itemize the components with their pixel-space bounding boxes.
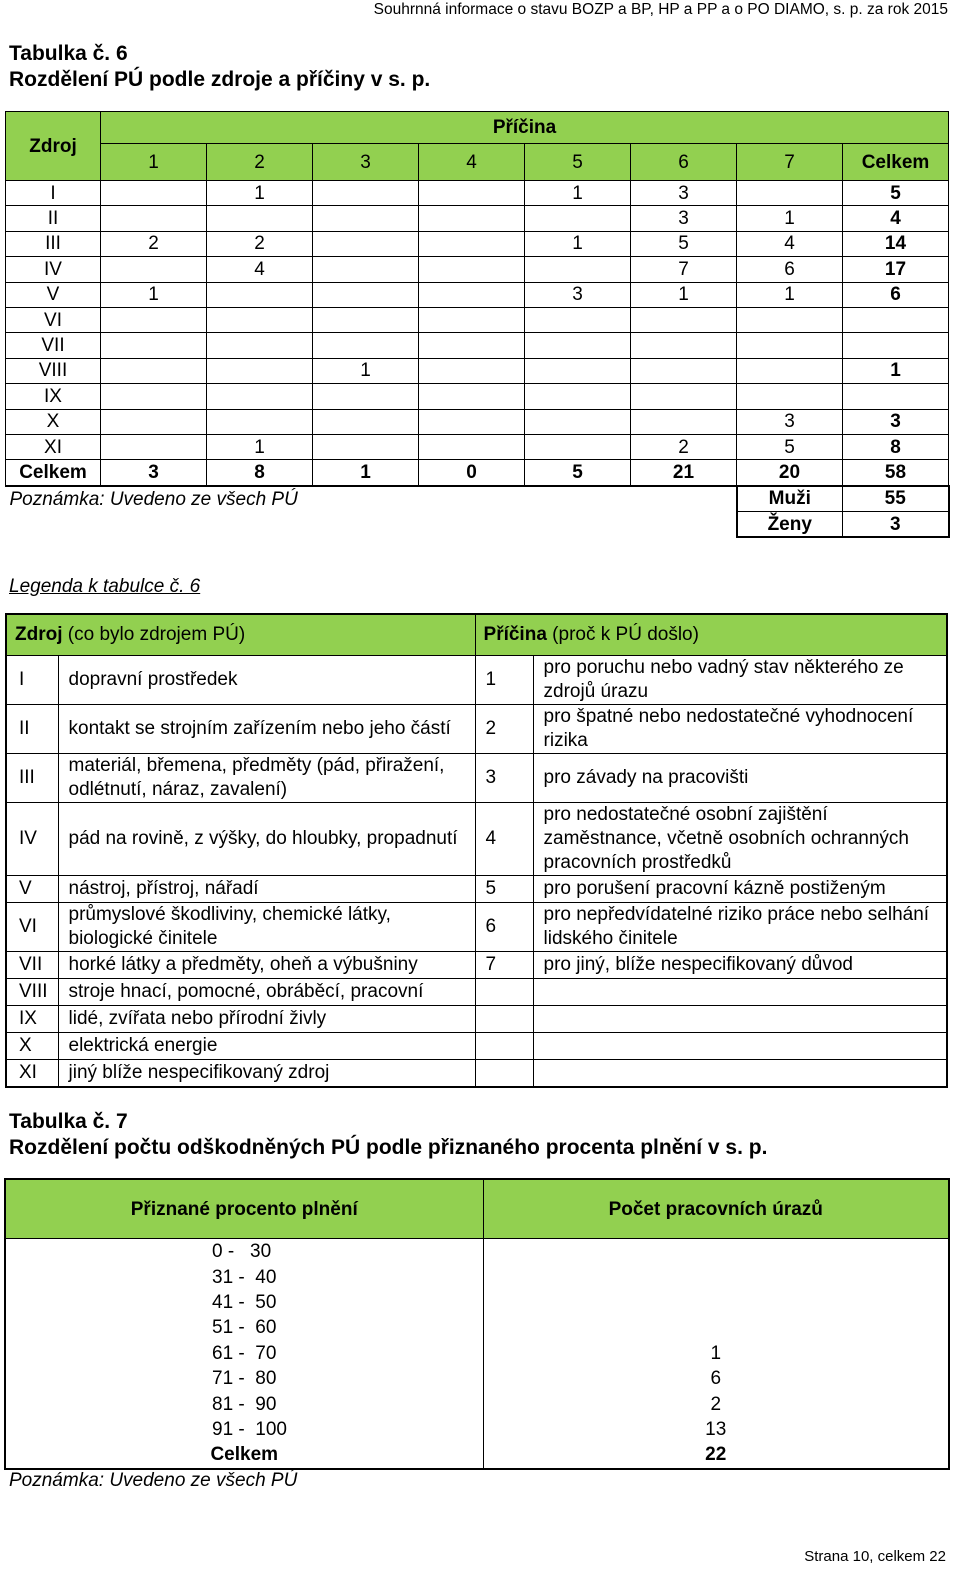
row-total-cell [843,333,949,358]
total-cell: 58 [843,460,949,486]
table-cell [737,333,843,358]
table6-label: Tabulka č. 6 [9,42,128,65]
table-cell [419,409,525,434]
table-cell [525,358,631,383]
legend-row [6,656,947,705]
table7-caption: Rozdělení počtu odškodněných PÚ podle přiznaného procenta plnění v s. p. [9,1136,768,1159]
table-cell [419,181,525,206]
table7-note: Poznámka: Uvedeno ze všech PÚ [9,1470,298,1491]
legend-zdroj: průmyslové škodliviny, chemické látky, biologické činitele [58,903,475,952]
legend-pricina: pro závady na pracovišti [533,754,947,803]
legend-zdroj: stroje hnací, pomocné, obráběcí, pracovní [58,979,475,1006]
total-cell: 1 [313,460,419,486]
range-cell: 0 - 30 [5,1239,483,1265]
table-row [6,333,949,358]
table-cell: 2 [631,434,737,459]
table-cell [525,409,631,434]
legend-title: Legenda k tabulce č. 6 [9,576,201,597]
table-cell: 1 [631,282,737,307]
total-row [6,460,949,486]
total-row [5,1442,949,1468]
total-cell: 21 [631,460,737,486]
legend-zdroj: lidé, zvířata nebo přírodní živly [58,1006,475,1033]
table-cell: 1 [737,206,843,231]
col-header: 2 [207,144,313,181]
table-cell [313,282,419,307]
table-cell: 3 [631,206,737,231]
range-cell: 51 - 60 [5,1315,483,1340]
table-cell [631,384,737,409]
table-cell: 3 [525,282,631,307]
count-cell: 1 [483,1341,949,1366]
table-cell [207,206,313,231]
table-cell [419,434,525,459]
table-cell [101,181,207,206]
table-row [5,1417,949,1442]
row-total-cell: 14 [843,231,949,256]
count-cell: 13 [483,1417,949,1442]
table-row [5,1341,949,1366]
spacer [6,512,737,538]
table-row [5,1315,949,1340]
table-cell: 4 [737,231,843,256]
table-cell: 1 [525,231,631,256]
table-row [5,1239,949,1265]
row-label: VII [6,333,101,358]
range-cell: 31 - 40 [5,1264,483,1289]
muzi-label: Muži [737,486,843,512]
table-row [5,1366,949,1391]
col-header: 7 [737,144,843,181]
legend-code: I [6,656,58,705]
t7-col2-header: Počet pracovních úrazů [483,1179,949,1239]
legend-zdroj: nástroj, přístroj, nářadí [58,876,475,903]
row-total-cell: 5 [843,181,949,206]
table-cell [313,409,419,434]
legend-row [6,803,947,876]
legend-row [6,1060,947,1088]
table-cell [207,384,313,409]
row-label: VIII [6,358,101,383]
row-total-cell: 8 [843,434,949,459]
legend-num: 7 [475,952,533,979]
legend-zdroj: horké látky a předměty, oheň a výbušniny [58,952,475,979]
legend-row [6,979,947,1006]
legend-pricina [533,1060,947,1088]
table-cell [737,384,843,409]
total-label: Celkem [6,460,101,486]
table-cell [525,434,631,459]
legend-row [6,1006,947,1033]
table-cell: 1 [525,181,631,206]
row-total-cell [843,384,949,409]
table-cell: 5 [737,434,843,459]
total-cell: 0 [419,460,525,486]
table-row [6,358,949,383]
table-cell [101,358,207,383]
table-cell [101,409,207,434]
range-cell: 91 - 100 [5,1417,483,1442]
legend-row [6,754,947,803]
legend-zdroj: pád na rovině, z výšky, do hloubky, propadnutí [58,803,475,876]
row-total-cell: 6 [843,282,949,307]
legend-code: XI [6,1060,58,1088]
table-cell [525,307,631,332]
legend-pricina [533,1033,947,1060]
table-cell [313,434,419,459]
legend-pricina: pro porušení pracovní kázně postiženým [533,876,947,903]
table-cell [313,257,419,282]
table7-label: Tabulka č. 7 [9,1110,128,1133]
range-cell: 61 - 70 [5,1341,483,1366]
muzi-value: 55 [843,486,949,512]
legend-code: II [6,705,58,754]
t7-col1-header: Přiznané procento plnění [5,1179,483,1239]
row-label: II [6,206,101,231]
legend-code: V [6,876,58,903]
legend-zdroj: kontakt se strojním zařízením nebo jeho částí [58,705,475,754]
table-cell [207,409,313,434]
legend-pricina: pro nepředvídatelné riziko práce nebo selhání lidského činitele [533,903,947,952]
row-total-cell: 3 [843,409,949,434]
table-cell [525,333,631,358]
table-cell [419,282,525,307]
col-header: 6 [631,144,737,181]
table-cell: 1 [101,282,207,307]
table-cell [631,333,737,358]
page-footer: Strana 10, celkem 22 [804,1548,946,1565]
table7-title [9,1109,767,1161]
table-row [6,384,949,409]
table6-caption: Rozdělení PÚ podle zdroje a příčiny v s. p. [9,68,431,91]
table6 [5,111,950,538]
legend-num [475,1060,533,1088]
legend-zdroj: elektrická energie [58,1033,475,1060]
table-cell [101,206,207,231]
table-cell [313,181,419,206]
table-cell [737,307,843,332]
range-cell: 71 - 80 [5,1366,483,1391]
row-label: IX [6,384,101,409]
table-cell: 3 [737,409,843,434]
table-cell [313,307,419,332]
table-cell [313,231,419,256]
table-cell: 1 [207,434,313,459]
legend-num: 1 [475,656,533,705]
row-label: XI [6,434,101,459]
legend-row [6,952,947,979]
zeny-value: 3 [843,512,949,538]
t7-total-label: Celkem [5,1442,483,1468]
legend-code: III [6,754,58,803]
table7 [4,1178,950,1470]
col-header: 4 [419,144,525,181]
table-cell [313,333,419,358]
legend-zdroj: jiný blíže nespecifikovaný zdroj [58,1060,475,1088]
table-cell [207,307,313,332]
legend-num: 4 [475,803,533,876]
legend-row [6,1033,947,1060]
col-header: 1 [101,144,207,181]
legend-row [6,903,947,952]
legend-pricina [533,1006,947,1033]
row-total-cell: 17 [843,257,949,282]
table-cell [419,333,525,358]
legend-code: X [6,1033,58,1060]
table-cell [631,307,737,332]
table-row [6,206,949,231]
table-cell: 1 [313,358,419,383]
legend-pricina: pro špatné nebo nedostatečné vyhodnocení rizika [533,705,947,754]
legend-num: 5 [475,876,533,903]
table-cell [419,231,525,256]
legend-zdroj-header: Zdroj (co bylo zdrojem PÚ) [6,614,475,656]
row-label: VI [6,307,101,332]
zeny-label: Ženy [737,512,843,538]
table-cell [101,434,207,459]
legend-code: IX [6,1006,58,1033]
row-label: IV [6,257,101,282]
legend-num: 6 [475,903,533,952]
count-cell [483,1264,949,1289]
table-row [6,307,949,332]
table-cell [419,384,525,409]
legend-zdroj: dopravní prostředek [58,656,475,705]
row-label: I [6,181,101,206]
legend-code: VI [6,903,58,952]
table-cell [101,307,207,332]
row-total-cell: 4 [843,206,949,231]
page-header: Souhrnná informace o stavu BOZP a BP, HP a PP a o PO DIAMO, s. p. za rok 2015 [373,1,948,18]
count-cell: 2 [483,1391,949,1416]
table-cell: 1 [737,282,843,307]
table-cell: 5 [631,231,737,256]
table-cell: 3 [631,181,737,206]
pricina-header: Příčina [101,112,949,144]
table-row [5,1290,949,1315]
table-cell [207,333,313,358]
table-row [6,282,949,307]
table-cell [207,358,313,383]
row-label: III [6,231,101,256]
legend-num [475,979,533,1006]
table-cell [525,384,631,409]
row-total-cell [843,307,949,332]
count-cell [483,1239,949,1265]
legend-num [475,1033,533,1060]
legend-num: 3 [475,754,533,803]
table-cell: 2 [207,231,313,256]
table-cell: 7 [631,257,737,282]
table-row [6,231,949,256]
legend-pricina-header: Příčina (proč k PÚ došlo) [475,614,947,656]
legend-zdroj: materiál, břemena, předměty (pád, přiražení, odlétnutí, náraz, zavalení) [58,754,475,803]
total-cell: 8 [207,460,313,486]
range-cell: 41 - 50 [5,1290,483,1315]
table-cell [101,333,207,358]
count-cell [483,1315,949,1340]
legend-pricina: pro nedostatečné osobní zajištění zaměstnance, včetně osobních ochranných pracovních prostředků [533,803,947,876]
table-cell [737,181,843,206]
total-cell: 5 [525,460,631,486]
legend-pricina: pro poruchu nebo vadný stav některého ze zdrojů úrazu [533,656,947,705]
table6-title [9,41,430,93]
row-label: X [6,409,101,434]
table-row [6,409,949,434]
table-cell [101,384,207,409]
table-cell [419,257,525,282]
total-cell: 3 [101,460,207,486]
table6-note: Poznámka: Uvedeno ze všech PÚ [9,488,298,510]
table-cell: 2 [101,231,207,256]
legend-pricina: pro jiný, blíže nespecifikovaný důvod [533,952,947,979]
legend-pricina [533,979,947,1006]
table-cell [207,282,313,307]
col-header: 5 [525,144,631,181]
table-cell [631,409,737,434]
row-label: V [6,282,101,307]
table-cell: 4 [207,257,313,282]
table-cell [313,206,419,231]
table-cell [631,358,737,383]
table-cell [525,206,631,231]
legend-row [6,876,947,903]
zdroj-header: Zdroj [6,112,101,181]
legend-table [5,613,948,1088]
col-header: 3 [313,144,419,181]
table-cell [313,384,419,409]
table-cell: 1 [207,181,313,206]
table-cell [419,206,525,231]
t7-total-value: 22 [483,1442,949,1468]
table-cell [101,257,207,282]
table-row [5,1264,949,1289]
legend-code: VII [6,952,58,979]
row-total-cell: 1 [843,358,949,383]
range-cell: 81 - 90 [5,1391,483,1416]
legend-code: IV [6,803,58,876]
table-row [6,181,949,206]
legend-code: VIII [6,979,58,1006]
table-cell [419,307,525,332]
table-cell [419,358,525,383]
total-cell: 20 [737,460,843,486]
table-row [6,434,949,459]
table-row [6,257,949,282]
legend-num: 2 [475,705,533,754]
table-row [5,1391,949,1416]
count-cell [483,1290,949,1315]
legend-row [6,705,947,754]
legend-num [475,1006,533,1033]
col-header-celkem: Celkem [843,144,949,181]
table-cell [737,358,843,383]
table-cell [525,257,631,282]
table-cell: 6 [737,257,843,282]
count-cell: 6 [483,1366,949,1391]
